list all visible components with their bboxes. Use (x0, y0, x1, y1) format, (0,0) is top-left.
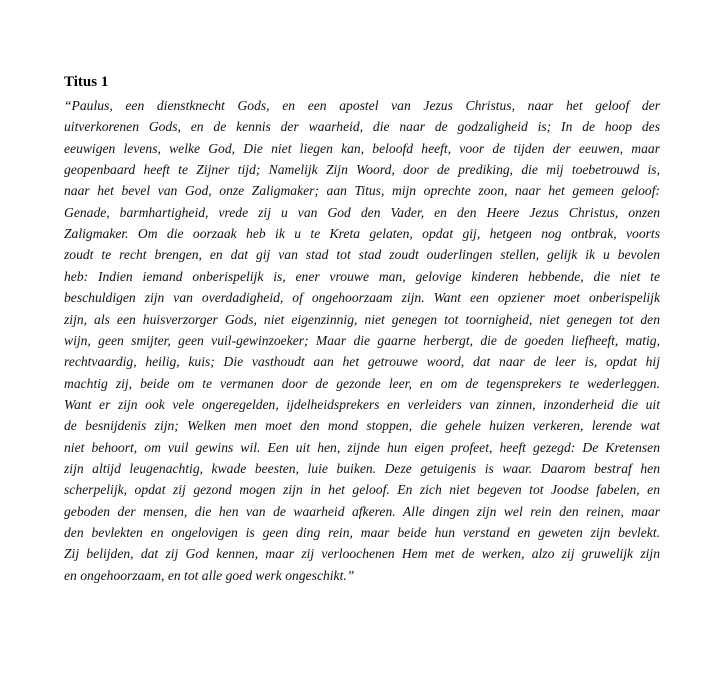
text-line: uitverkorenen Gods, en de kennis der waarheid, die naar de godzaligheid is; In de hoop des (64, 119, 660, 135)
text-line: Genade, barmhartigheid, vrede zij u van God den Vader, en den Heere Jezus Christus, onzen (64, 204, 660, 220)
text-line: en ongehoorzaam, en tot alle goed werk ongeschikt.” (64, 567, 355, 583)
text-line: naar het bevel van God, onze Zaligmaker; aan Titus, mijn oprechte zoon, naar het gemeen geloof: (64, 183, 660, 199)
text-line: heb: Indien iemand onberispelijk is, ener vrouwe man, gelovige kinderen hebbende, die niet te (64, 268, 660, 284)
text-line: den bevlekten en ongelovigen is geen ding rein, maar beide hun verstand en geweten zijn bevlekt. (64, 525, 660, 540)
text-line: Zij belijden, dat zij God kennen, maar zij verloochenen Hem met de werken, alzo zij gruwelijk zijn (64, 546, 660, 562)
text-line: niet behoort, om vuil gewins wil. Een uit hen, zijnde hun eigen profeet, heeft gezegd: De Kretensen (64, 439, 660, 455)
text-line: “Paulus, een dienstknecht Gods, en een apostel van Jezus Christus, naar het geloof der (64, 98, 660, 113)
text-line: de besnijdenis zijn; Welken men moet den mond stoppen, die gehele huizen verkeren, lerende wat (64, 418, 660, 434)
text-line: zijn altijd leugenachtig, kwade beesten, luie buiken. Deze getuigenis is waar. Daarom bestraf hen (64, 460, 660, 476)
text-line: zoudt te recht brengen, en dat gij van stad tot stad zoudt ouderlingen stellen, gelijk ik u bevolen (64, 247, 660, 263)
document-title: Titus 1 (64, 74, 109, 90)
text-line: wijn, geen smijter, geen vuil-gewinzoeker; Maar die gaarne herbergt, die de goeden liefheeft, matig, (64, 332, 660, 348)
text-line: rechtvaardig, heilig, kuis; Die vasthoudt aan het getrouwe woord, dat naar de leer is, opdat hij (64, 354, 660, 370)
text-line: scherpelijk, opdat zij gezond mogen zijn in het geloof. En zich niet begeven tot Joodse fabelen, en (64, 482, 660, 498)
text-line: geboden der mensen, die hen van de waarheid afkeren. Alle dingen zijn wel rein den reinen, maar (64, 503, 660, 519)
text-line: Want er zijn ook vele ongeregelden, ijdelheidsprekers en verleiders van zinnen, inzonderheid die uit (64, 396, 660, 412)
text-line: machtig zij, beide om te vermanen door de gezonde leer, en om de tegensprekers te wederleggen. (64, 375, 660, 391)
text-line: eeuwigen levens, welke God, Die niet liegen kan, beloofd heeft, voor de tijden der eeuwen, maar (64, 140, 660, 156)
text-line: geopenbaard heeft te Zijner tijd; Namelijk Zijn Woord, door de prediking, die mij toebetrouwd is, (64, 162, 660, 178)
text-line: Zaligmaker. Om die oorzaak heb ik u te Kreta gelaten, opdat gij, hetgeen nog ontbrak, voorts (64, 226, 660, 242)
text-line: zijn, als een huisverzorger Gods, niet eigenzinnig, niet genegen tot toornigheid, niet genegen tot den (64, 311, 660, 327)
text-line: beschuldigen zijn van overdadigheid, of ongehoorzaam zijn. Want een opziener moet onberispelijk (64, 290, 660, 306)
